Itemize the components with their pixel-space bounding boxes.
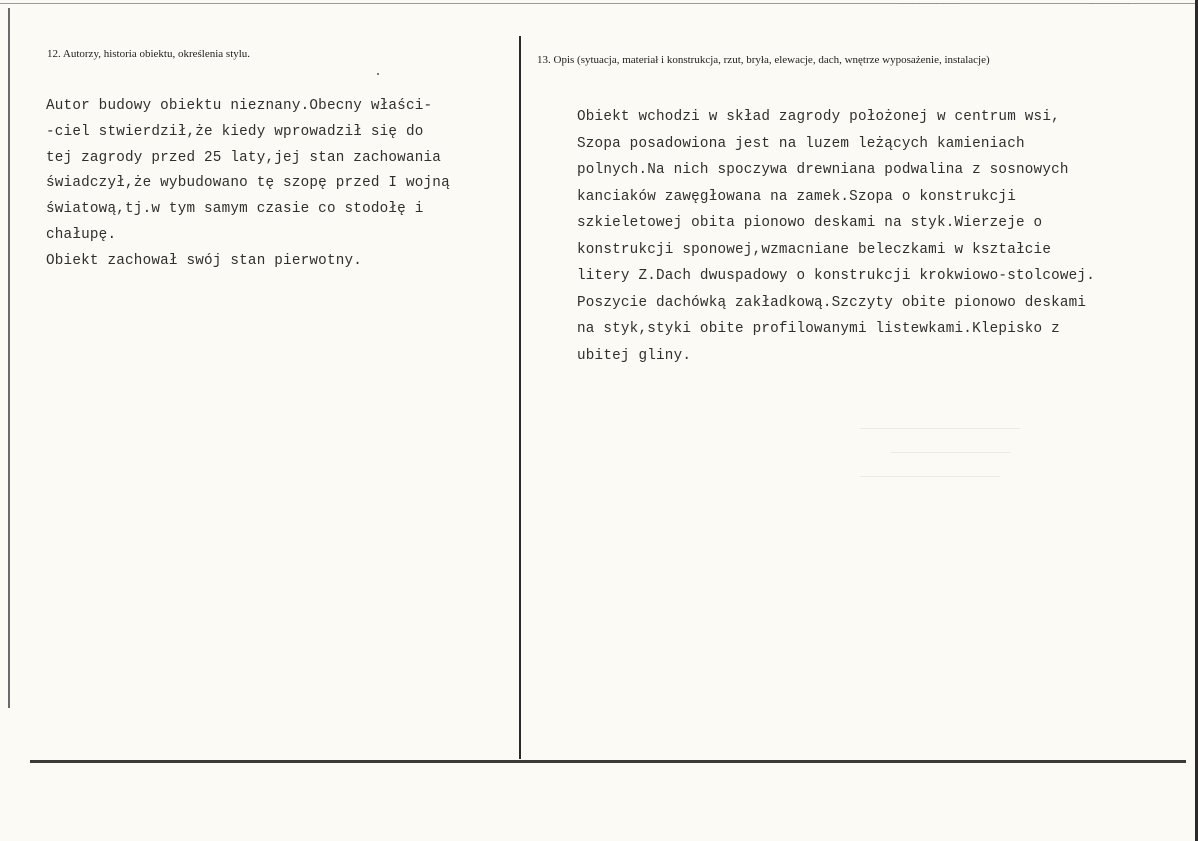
typed-line: Obiekt wchodzi w skład zagrody położonej w centrum wsi, (577, 109, 1060, 125)
top-cut-off-text-right (1090, 0, 1190, 4)
faint-bleed-through (860, 428, 1020, 429)
top-cut-off-text-left (900, 0, 1040, 4)
typed-line: -ciel stwierdził,że kiedy wprowadził się do (46, 123, 424, 140)
field-12-typed-text (46, 94, 450, 275)
field-12-label: 12. Autorzy, historia obiektu, określenia stylu. (47, 48, 251, 60)
column-divider (519, 36, 521, 759)
typed-line: chałupę. (46, 226, 117, 243)
field-13-label: 13. Opis (sytuacja, materiał i konstrukcja, rzut, bryła, elewacje, dach, wnętrze wyposażenie, instalacje) (537, 54, 990, 66)
typed-line: Obiekt zachował swój stan pierwotny. (46, 252, 363, 269)
field-13-typed-text (577, 104, 1095, 369)
typed-line: na styk,styki obite profilowanymi listewkami.Klepisko z (577, 321, 1060, 337)
typed-line: tej zagrody przed 25 laty,jej stan zachowania (46, 149, 442, 166)
typed-line: polnych.Na nich spoczywa drewniana podwalina z sosnowych (577, 162, 1069, 178)
typed-line: światową,tj.w tym samym czasie co stodołę i (46, 201, 424, 218)
typed-line: Poszycie dachówką zakładkową.Szczyty obite pionowo deskami (577, 294, 1087, 311)
typed-line: świadczył,że wybudowano tę szopę przed I wojną (46, 175, 450, 192)
typed-line: Szopa posadowiona jest na luzem leżących kamieniach (577, 135, 1025, 152)
typed-line: konstrukcji sponowej,wzmacniane beleczkami w kształcie (577, 241, 1052, 258)
faint-bleed-through (860, 476, 1000, 477)
typed-line: litery Z.Dach dwuspadowy o konstrukcji krokwiowo-stolcowej. (577, 268, 1095, 284)
bottom-border-line (30, 760, 1186, 763)
typed-line: kanciaków zawęgłowana na zamek.Szopa o konstrukcji (577, 188, 1016, 205)
typed-line: Autor budowy obiektu nieznany.Obecny właści- (46, 98, 433, 114)
left-border-line (8, 8, 10, 708)
typed-line: szkieletowej obita pionowo deskami na styk.Wierzeje o (577, 215, 1043, 231)
typed-line: ubitej gliny. (577, 347, 692, 364)
faint-bleed-through (890, 452, 1010, 453)
ink-speck (377, 73, 379, 75)
